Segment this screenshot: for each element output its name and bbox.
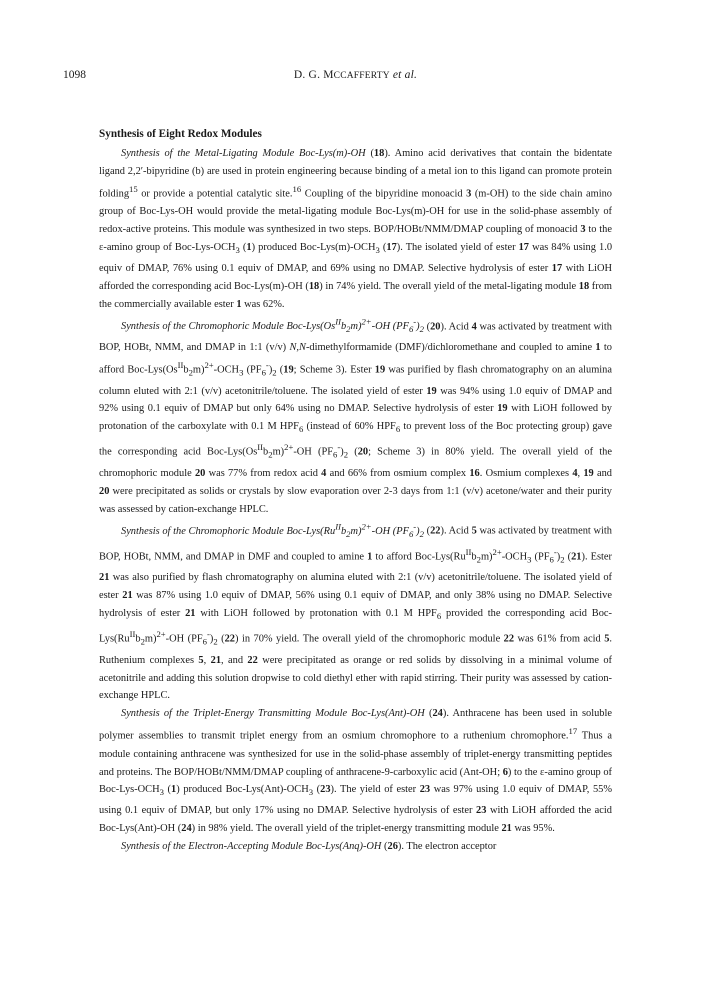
running-head-etal: et al. (389, 69, 418, 81)
section-title: Synthesis of Eight Redox Modules (99, 128, 262, 140)
article-body (99, 126, 612, 856)
running-head (0, 69, 711, 81)
paragraph-triplet-energy-module: Synthesis of the Triplet-Energy Transmitting Module Boc-Lys(Ant)-OH (24). Anthracene has been used in soluble polymer assemblies to transmit triplet energy from an osmium chromophore to a ruthenium chromophore.$^{17}$ Thus a module containing anthracene was synthesized for use in the solid-phase assembly of triplet-energy transmitting peptides and proteins. The BOP/HOBt/NMM/DMAP coupling of anthracene-9-carboxylic acid (Ant-OH; 6) to the ε-amino group of Boc-$Lys-OCH_3$ (1) produced Boc-$Lys(Ant)-OCH_3$ (23). The yield of ester 23 was 97% using 1.0 equiv of DMAP, 55% using 0.1 equiv of DMAP, but only 17% using no DMAP. Selective hydrolysis of ester 23 with LiOH afforded the acid Boc-Lys(Ant)-OH (24) in 98% yield. The overall yield of the triplet-energy transmitting module 21 was 95%. (99, 708, 613, 835)
paragraph-metal-ligating-module: Synthesis of the Metal-Ligating Module Boc-Lys(m)-OH (18). Amino acid derivatives that contain the bidentate ligand 2,2′-bipyridine (b) are used in protein engineering because binding of a metal ion to this ligand can promote protein folding$^{15}$ or provide a potential catalytic site.$^{16}$ Coupling of the bipyridine monoacid 3 (m-OH) to the side chain amino group of Boc-Lys-OH would provide the metal-ligating module Boc-Lys(m)-OH for use in the solid-phase assembly of redox-active proteins. This module was synthesized in two steps. BOP/HOBt/NMM/DMAP coupling of monoacid 3 to the ε-amino group of Boc-$Lys-OCH_3$ (1) produced Boc-$Lys(m)-OCH_3$ (17). The isolated yield of ester 17 was 84% using 1.0 equiv of DMAP, 76% using 0.1 equiv of DMAP, and 69% using no DMAP. Selective hydrolysis of ester 17 with LiOH afforded the corresponding acid Boc-Lys(m)-OH (18) in 74% yield. The overall yield of the metal-ligating module 18 from the commercially available ester 1 was 62%. (99, 148, 613, 310)
running-head-author: D. G. M (293, 69, 334, 81)
paragraph-electron-accepting-module: Synthesis of the Electron-Accepting Module Boc-Lys(Anq)-OH (26). The electron acceptor (121, 841, 497, 853)
paragraph-osmium-chromophoric-module: Synthesis of the Chromophoric Module Boc-$Lys(Os^{II}b_2m)^{2+}-OH$ $(PF_6^-)_2$ (20). Acid 4 was activated by treatment with BOP, HOBt, NMM, and DMAP in 1:1 (v/v) N,N-dimethylformamide (DMF)/dichloromethane and coupled to amine 1 to afford Boc-$Lys(Os^{II}b_2m)^{2+}-OCH_3$ $(PF_6^-)_2$ (19; Scheme 3). Ester 19 was purified by flash chromatography on an alumina column eluted with 2:1 (v/v) acetonitrile/toluene. The isolated yield of ester 19 was 94% using 1.0 equiv of DMAP and 92% using 0.1 equiv of DMAP but only 64% using no DMAP. Selective hydrolysis of ester 19 with LiOH followed by protonation of the carboxylate with 0.1 M $HPF_6$ (instead of 60% $HPF_6$ to prevent loss of the Boc protecting group) gave the corresponding acid Boc-$Lys(Os^{II}b_2m)^{2+}-OH$ $(PF_6^-)_2$ (20; Scheme 3) in 80% yield. The overall yield of the chromophoric module 20 was 77% from redox acid 4 and 66% from osmium complex 16. Osmium complexes 4, 19 and 20 were precipitated as solids or crystals by slow evaporation over 2-3 days from 1:1 (v/v) acetone/water and their purity was assessed by cation-exchange HPLC. (99, 316, 613, 515)
paragraph-ruthenium-chromophoric-module: Synthesis of the Chromophoric Module Boc-$Lys(Ru^{II}b_2m)^{2+}-OH$ $(PF_6^-)_2$ (22). Acid 5 was activated by treatment with BOP, HOBt, NMM, and DMAP in DMF and coupled to amine 1 to afford Boc-$Lys(Ru^{II}b_2m)^{2+}-OCH_3$ $(PF_6^-)_2$ (21). Ester 21 was also purified by flash chromatography on alumina eluted with 2:1 (v/v) acetonitrile/toluene. The isolated yield of ester 21 was 87% using 1.0 equiv of DMAP, 56% using 0.1 equiv of DMAP, and only 38% using no DMAP. Selective hydrolysis of ester 21 with LiOH followed by protonation with 0.1 M $HPF_6$ provided the corresponding acid Boc-$Lys(Ru^{II}b_2m)^{2+}-OH$ $(PF_6^-)_2$ (22) in 70% yield. The overall yield of the chromophoric module 22 was 61% from acid 5. Ruthenium complexes 5, 21, and 22 were precipitated as orange or red solids by dissolving in a minimal volume of acetonitrile and adding this solution dropwise to cold diethyl ether with rapid stirring. Their purity was assessed by cation-exchange HPLC. (99, 521, 612, 702)
running-head-author-smallcaps: CCAFFERTY (333, 71, 390, 81)
page-number: 1098 (63, 69, 86, 81)
